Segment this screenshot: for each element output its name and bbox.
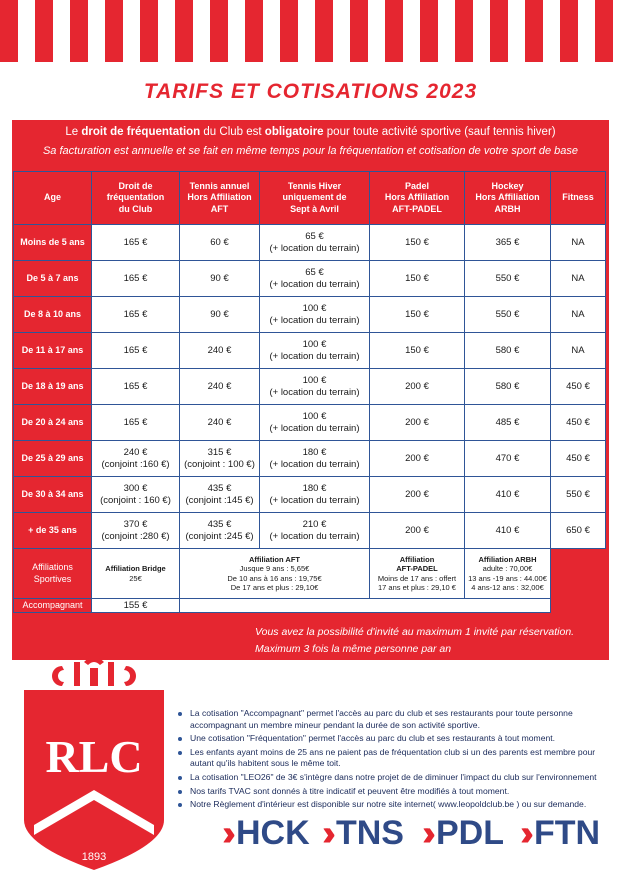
cell-tennis-hiver: 65 € (+ location du terrain) (260, 225, 370, 261)
cell-hockey: 550 € (465, 297, 551, 333)
cell-tennis-annuel: 435 € (conjoint :245 €) (180, 513, 260, 549)
sport-tns: ›› TNS (322, 812, 404, 853)
chevron-right-icon: ›› (422, 812, 426, 853)
header-age: Age (14, 172, 92, 225)
sport-pdl: ›› PDL (422, 812, 504, 853)
cell-fitness: NA (551, 297, 606, 333)
cell-fitness: 450 € (551, 405, 606, 441)
tarifs-table (13, 171, 606, 613)
crown-icon (52, 654, 136, 686)
cell-age: Moins de 5 ans (14, 225, 92, 261)
intro-line-2: Sa facturation est annuelle et se fait en même temps pour la fréquentation et cotisation de votre sport de base (42, 145, 579, 157)
cell-padel: 200 € (370, 369, 465, 405)
list-item: Nos tarifs TVAC sont donnés à titre indicatif et peuvent être modifiés à tout moment. (176, 786, 616, 798)
invite-line: Vous avez la possibilité d'invité au maximum 1 invité par réservation. (255, 626, 575, 638)
chevron-right-icon: ›› (322, 812, 326, 853)
chevron-right-icon: ›› (520, 812, 524, 853)
cell-tennis-annuel: 60 € (180, 225, 260, 261)
table-header-row (14, 172, 606, 225)
cell-padel: 150 € (370, 225, 465, 261)
cell-age: De 18 à 19 ans (14, 369, 92, 405)
cell-age: De 8 à 10 ans (14, 297, 92, 333)
cell-tennis-hiver: 100 € (+ location du terrain) (260, 405, 370, 441)
logo-initials: RLC (45, 731, 143, 782)
cell-tennis-annuel: 240 € (180, 333, 260, 369)
list-item: La cotisation "Accompagnant" permet l'accès au parc du club et ses restaurants pour toute personne accompagnant un membre mineur pendant la durée de son activité sportive. (176, 708, 616, 731)
cell-hockey: 580 € (465, 333, 551, 369)
cell-hockey: 365 € (465, 225, 551, 261)
header-droit: Droit de fréquentation du Club (92, 172, 180, 225)
cell-age: De 30 à 34 ans (14, 477, 92, 513)
cell-padel: 200 € (370, 441, 465, 477)
cell-hockey: 550 € (465, 261, 551, 297)
cell-padel: 200 € (370, 477, 465, 513)
table-row (14, 405, 606, 441)
sports-bar (222, 812, 617, 864)
cell-empty (551, 599, 606, 613)
cell-tennis-hiver: 100 € (+ location du terrain) (260, 333, 370, 369)
cell-accompagnant-label: Accompagnant (14, 599, 92, 613)
header-tennis-hiver: Tennis Hiver uniquement de Sept à Avril (260, 172, 370, 225)
cell-hockey: 580 € (465, 369, 551, 405)
table-row (14, 225, 606, 261)
invite-heading: Invité pour le Tennis & Padel: (343, 600, 486, 612)
cell-droit: 165 € (92, 261, 180, 297)
cell-droit: 165 € (92, 225, 180, 261)
cell-tennis-annuel: 90 € (180, 297, 260, 333)
list-item: Notre Règlement d'intérieur est disponible sur notre site internet( www.leopoldclub.be ) ou sur demande. (176, 799, 616, 811)
cell-fitness: NA (551, 225, 606, 261)
cell-accompagnant-value: 155 € (92, 599, 180, 613)
list-item: La cotisation "LEO26" de 3€ s'intègre dans notre projet de de diminuer l'impact du club sur l'environnement (176, 772, 616, 784)
table-row (14, 261, 606, 297)
chevron-right-icon: ›› (222, 812, 226, 853)
cell-droit: 240 € (conjoint :160 €) (92, 441, 180, 477)
cell-padel: 150 € (370, 297, 465, 333)
cell-tennis-annuel: 90 € (180, 261, 260, 297)
table-row (14, 441, 606, 477)
page-title: TARIFS ET COTISATIONS 2023 (143, 80, 478, 103)
header-tennis-annuel: Tennis annuel Hors Affiliation AFT (180, 172, 260, 225)
cell-tennis-hiver: 180 € (+ location du terrain) (260, 441, 370, 477)
intro-line-1: Le droit de fréquentation du Club est obligatoire pour toute activité sportive (sauf tennis hiver) (65, 126, 556, 138)
cell-fitness: NA (551, 261, 606, 297)
table-row (14, 333, 606, 369)
cell-fitness: 450 € (551, 369, 606, 405)
cell-tennis-annuel: 435 € (conjoint :145 €) (180, 477, 260, 513)
cell-age: De 5 à 7 ans (14, 261, 92, 297)
cell-fitness: NA (551, 333, 606, 369)
cell-droit: 165 € (92, 297, 180, 333)
cell-tennis-hiver: 100 € (+ location du terrain) (260, 297, 370, 333)
cell-tennis-hiver: 180 € (+ location du terrain) (260, 477, 370, 513)
cell-hockey: 410 € (465, 477, 551, 513)
header-hockey: Hockey Hors Affiliation ARBH (465, 172, 551, 225)
cell-tennis-annuel: 240 € (180, 405, 260, 441)
cell-padel: 200 € (370, 405, 465, 441)
cell-affiliation-padel: Affiliation AFT-PADEL Moins de 17 ans : offert 17 ans et plus : 29,10 € (370, 549, 465, 599)
cell-empty (551, 549, 606, 599)
cell-tennis-hiver: 210 € (+ location du terrain) (260, 513, 370, 549)
cell-fitness: 450 € (551, 441, 606, 477)
cell-affiliation-hockey: Affiliation ARBH adulte : 70,00€ 13 ans -19 ans : 44.00€ 4 ans-12 ans : 32,00€ (465, 549, 551, 599)
table-row (14, 477, 606, 513)
sport-ftn: ›› FTN (520, 812, 601, 853)
cell-fitness: 550 € (551, 477, 606, 513)
cell-affiliation-aft: Affiliation AFT Jusque 9 ans : 5,65€ De 10 ans à 16 ans : 19,75€ De 17 ans et plus : 29,10€ (180, 549, 370, 599)
cell-affiliations-label: Affiliations Sportives (14, 549, 92, 599)
cell-padel: 150 € (370, 261, 465, 297)
sport-hck: ›› HCK (222, 812, 310, 853)
logo-year: 1893 (81, 851, 107, 863)
cell-age: De 20 à 24 ans (14, 405, 92, 441)
table-row (14, 297, 606, 333)
striped-awning-banner (0, 0, 621, 62)
table-row (14, 513, 606, 549)
invite-line: L'invité sera facturé à 5 € par 1/2 heure et par réservation. (255, 660, 525, 672)
cell-tennis-hiver: 100 € (+ location du terrain) (260, 369, 370, 405)
cell-droit: 165 € (92, 333, 180, 369)
cell-padel: 200 € (370, 513, 465, 549)
list-item: Les enfants ayant moins de 25 ans ne paient pas de fréquentation club si un des parents est membre pour autant qu'ils habitent sous le même toit. (176, 747, 616, 770)
list-item: Une cotisation "Fréquentation" permet l'accès au parc du club et ses restaurants à tout moment. (176, 733, 616, 745)
notes-list (176, 708, 616, 813)
header-fitness: Fitness (551, 172, 606, 225)
invite-line: Maximum 3 fois la même personne par an (255, 643, 452, 655)
table-row (14, 369, 606, 405)
cell-age: De 11 à 17 ans (14, 333, 92, 369)
cell-tennis-annuel: 240 € (180, 369, 260, 405)
cell-fitness: 650 € (551, 513, 606, 549)
cell-hockey: 410 € (465, 513, 551, 549)
affiliations-row (14, 549, 606, 599)
cell-droit: 165 € (92, 405, 180, 441)
cell-age: + de 35 ans (14, 513, 92, 549)
cell-droit: 370 € (conjoint :280 €) (92, 513, 180, 549)
cell-age: De 25 à 29 ans (14, 441, 92, 477)
cell-affiliation-bridge: Affiliation Bridge 25€ (92, 549, 180, 599)
accompagnant-row (14, 599, 606, 613)
cell-tennis-hiver: 65 € (+ location du terrain) (260, 261, 370, 297)
cell-droit: 165 € (92, 369, 180, 405)
cell-tennis-annuel: 315 € (conjoint : 100 €) (180, 441, 260, 477)
header-padel: Padel Hors Affiliation AFT-PADEL (370, 172, 465, 225)
rlc-club-logo (14, 640, 174, 875)
cell-droit: 300 € (conjoint : 160 €) (92, 477, 180, 513)
cell-hockey: 485 € (465, 405, 551, 441)
cell-padel: 150 € (370, 333, 465, 369)
cell-hockey: 470 € (465, 441, 551, 477)
